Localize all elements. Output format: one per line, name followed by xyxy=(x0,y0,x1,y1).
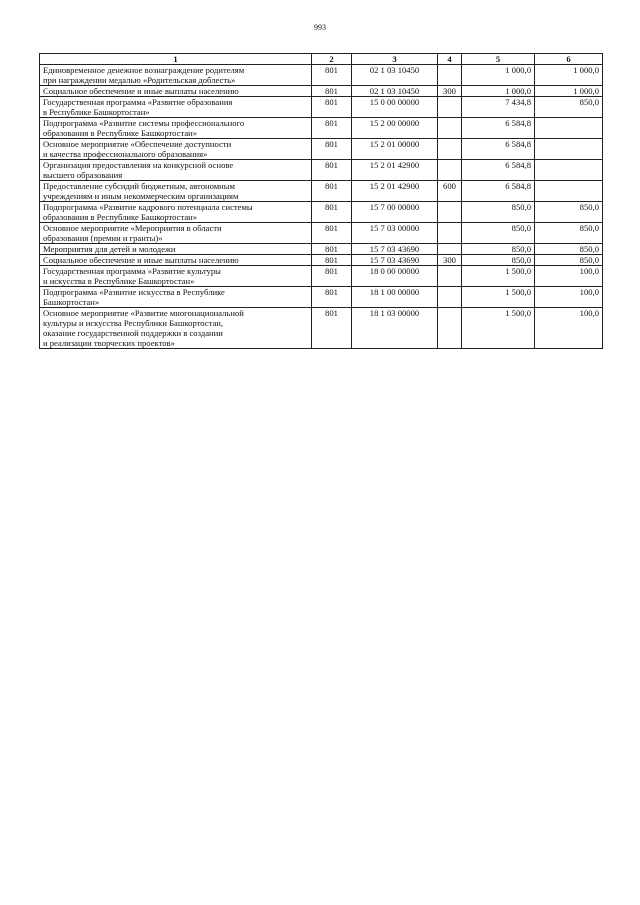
target-article-cell: 02 1 03 10450 xyxy=(352,86,438,97)
row-name-cell: Предоставление субсидий бюджетным, автономным учреждениям и иным некоммерческим организациям xyxy=(40,181,312,202)
target-article-cell: 15 7 00 00000 xyxy=(352,202,438,223)
table-row xyxy=(40,255,603,266)
amount-year1-cell: 850,0 xyxy=(462,255,535,266)
table-body xyxy=(40,65,603,349)
amount-year2-cell: 850,0 xyxy=(535,255,603,266)
table-row xyxy=(40,223,603,244)
expense-type-cell xyxy=(438,308,462,349)
amount-year1-cell: 6 584,8 xyxy=(462,118,535,139)
amount-year2-cell xyxy=(535,118,603,139)
row-name-cell: Социальное обеспечение и иные выплаты населению xyxy=(40,255,312,266)
expense-type-cell: 300 xyxy=(438,86,462,97)
ministry-code-cell: 801 xyxy=(312,139,352,160)
amount-year2-cell: 850,0 xyxy=(535,244,603,255)
table-header-row xyxy=(40,54,603,65)
table-row xyxy=(40,86,603,97)
table-row xyxy=(40,244,603,255)
target-article-cell: 15 2 00 00000 xyxy=(352,118,438,139)
amount-year1-cell: 6 584,8 xyxy=(462,181,535,202)
expense-type-cell xyxy=(438,65,462,86)
page-number: 993 xyxy=(314,23,326,32)
table-row xyxy=(40,139,603,160)
row-name-cell: Мероприятия для детей и молодежи xyxy=(40,244,312,255)
target-article-cell: 18 0 00 00000 xyxy=(352,266,438,287)
column-header: 6 xyxy=(535,54,603,65)
target-article-cell: 15 2 01 00000 xyxy=(352,139,438,160)
row-name-cell: Подпрограмма «Развитие кадрового потенциала системы образования в Республике Башкортостан» xyxy=(40,202,312,223)
amount-year1-cell: 6 584,8 xyxy=(462,139,535,160)
row-name-cell: Государственная программа «Развитие образования в Республике Башкортостан» xyxy=(40,97,312,118)
row-name-cell: Социальное обеспечение и иные выплаты населению xyxy=(40,86,312,97)
budget-table xyxy=(39,53,603,349)
table-row xyxy=(40,65,603,86)
amount-year1-cell: 850,0 xyxy=(462,202,535,223)
ministry-code-cell: 801 xyxy=(312,308,352,349)
table-row xyxy=(40,118,603,139)
amount-year1-cell: 850,0 xyxy=(462,223,535,244)
ministry-code-cell: 801 xyxy=(312,202,352,223)
column-header: 4 xyxy=(438,54,462,65)
table-row xyxy=(40,202,603,223)
ministry-code-cell: 801 xyxy=(312,255,352,266)
expense-type-cell: 600 xyxy=(438,181,462,202)
ministry-code-cell: 801 xyxy=(312,266,352,287)
amount-year2-cell: 1 000,0 xyxy=(535,65,603,86)
amount-year2-cell xyxy=(535,139,603,160)
row-name-cell: Основное мероприятие «Развитие многонациональной культуры и искусства Республики Башкортостан, оказание государственной поддержки в создании и реализации творческих проектов» xyxy=(40,308,312,349)
table-row xyxy=(40,181,603,202)
ministry-code-cell: 801 xyxy=(312,244,352,255)
amount-year1-cell: 6 584,8 xyxy=(462,160,535,181)
row-name-cell: Подпрограмма «Развитие искусства в Республике Башкортостан» xyxy=(40,287,312,308)
table-row xyxy=(40,308,603,349)
target-article-cell: 15 2 01 42900 xyxy=(352,160,438,181)
target-article-cell: 15 7 03 43690 xyxy=(352,255,438,266)
table-row xyxy=(40,97,603,118)
target-article-cell: 18 1 03 00000 xyxy=(352,308,438,349)
expense-type-cell xyxy=(438,244,462,255)
expense-type-cell xyxy=(438,223,462,244)
expense-type-cell xyxy=(438,266,462,287)
target-article-cell: 15 7 03 43690 xyxy=(352,244,438,255)
ministry-code-cell: 801 xyxy=(312,65,352,86)
amount-year2-cell xyxy=(535,181,603,202)
target-article-cell: 18 1 00 00000 xyxy=(352,287,438,308)
amount-year2-cell: 100,0 xyxy=(535,287,603,308)
amount-year1-cell: 850,0 xyxy=(462,244,535,255)
expense-type-cell xyxy=(438,202,462,223)
expense-type-cell xyxy=(438,139,462,160)
amount-year1-cell: 1 500,0 xyxy=(462,287,535,308)
row-name-cell: Подпрограмма «Развитие системы профессионального образования в Республике Башкортостан» xyxy=(40,118,312,139)
amount-year2-cell: 850,0 xyxy=(535,223,603,244)
amount-year2-cell: 850,0 xyxy=(535,97,603,118)
amount-year1-cell: 1 500,0 xyxy=(462,308,535,349)
ministry-code-cell: 801 xyxy=(312,118,352,139)
amount-year2-cell: 100,0 xyxy=(535,308,603,349)
column-header: 3 xyxy=(352,54,438,65)
target-article-cell: 15 7 03 00000 xyxy=(352,223,438,244)
table-row xyxy=(40,160,603,181)
expense-type-cell xyxy=(438,287,462,308)
ministry-code-cell: 801 xyxy=(312,287,352,308)
column-header: 5 xyxy=(462,54,535,65)
row-name-cell: Основное мероприятие «Обеспечение доступности и качества профессионального образования» xyxy=(40,139,312,160)
column-header: 2 xyxy=(312,54,352,65)
amount-year2-cell xyxy=(535,160,603,181)
amount-year1-cell: 1 500,0 xyxy=(462,266,535,287)
amount-year1-cell: 1 000,0 xyxy=(462,65,535,86)
row-name-cell: Единовременное денежное вознаграждение родителям при награждении медалью «Родительская доблесть» xyxy=(40,65,312,86)
ministry-code-cell: 801 xyxy=(312,97,352,118)
target-article-cell: 02 1 03 10450 xyxy=(352,65,438,86)
amount-year2-cell: 100,0 xyxy=(535,266,603,287)
amount-year1-cell: 1 000,0 xyxy=(462,86,535,97)
amount-year2-cell: 1 000,0 xyxy=(535,86,603,97)
expense-type-cell xyxy=(438,160,462,181)
target-article-cell: 15 2 01 42900 xyxy=(352,181,438,202)
ministry-code-cell: 801 xyxy=(312,160,352,181)
row-name-cell: Государственная программа «Развитие культуры и искусства в Республике Башкортостан» xyxy=(40,266,312,287)
amount-year2-cell: 850,0 xyxy=(535,202,603,223)
expense-type-cell xyxy=(438,97,462,118)
amount-year1-cell: 7 434,8 xyxy=(462,97,535,118)
ministry-code-cell: 801 xyxy=(312,86,352,97)
expense-type-cell xyxy=(438,118,462,139)
table-row xyxy=(40,287,603,308)
column-header: 1 xyxy=(40,54,312,65)
ministry-code-cell: 801 xyxy=(312,223,352,244)
row-name-cell: Организация предоставления на конкурсной основе высшего образования xyxy=(40,160,312,181)
ministry-code-cell: 801 xyxy=(312,181,352,202)
target-article-cell: 15 0 00 00000 xyxy=(352,97,438,118)
row-name-cell: Основное мероприятие «Мероприятия в области образования (премии и гранты)» xyxy=(40,223,312,244)
table-row xyxy=(40,266,603,287)
expense-type-cell: 300 xyxy=(438,255,462,266)
